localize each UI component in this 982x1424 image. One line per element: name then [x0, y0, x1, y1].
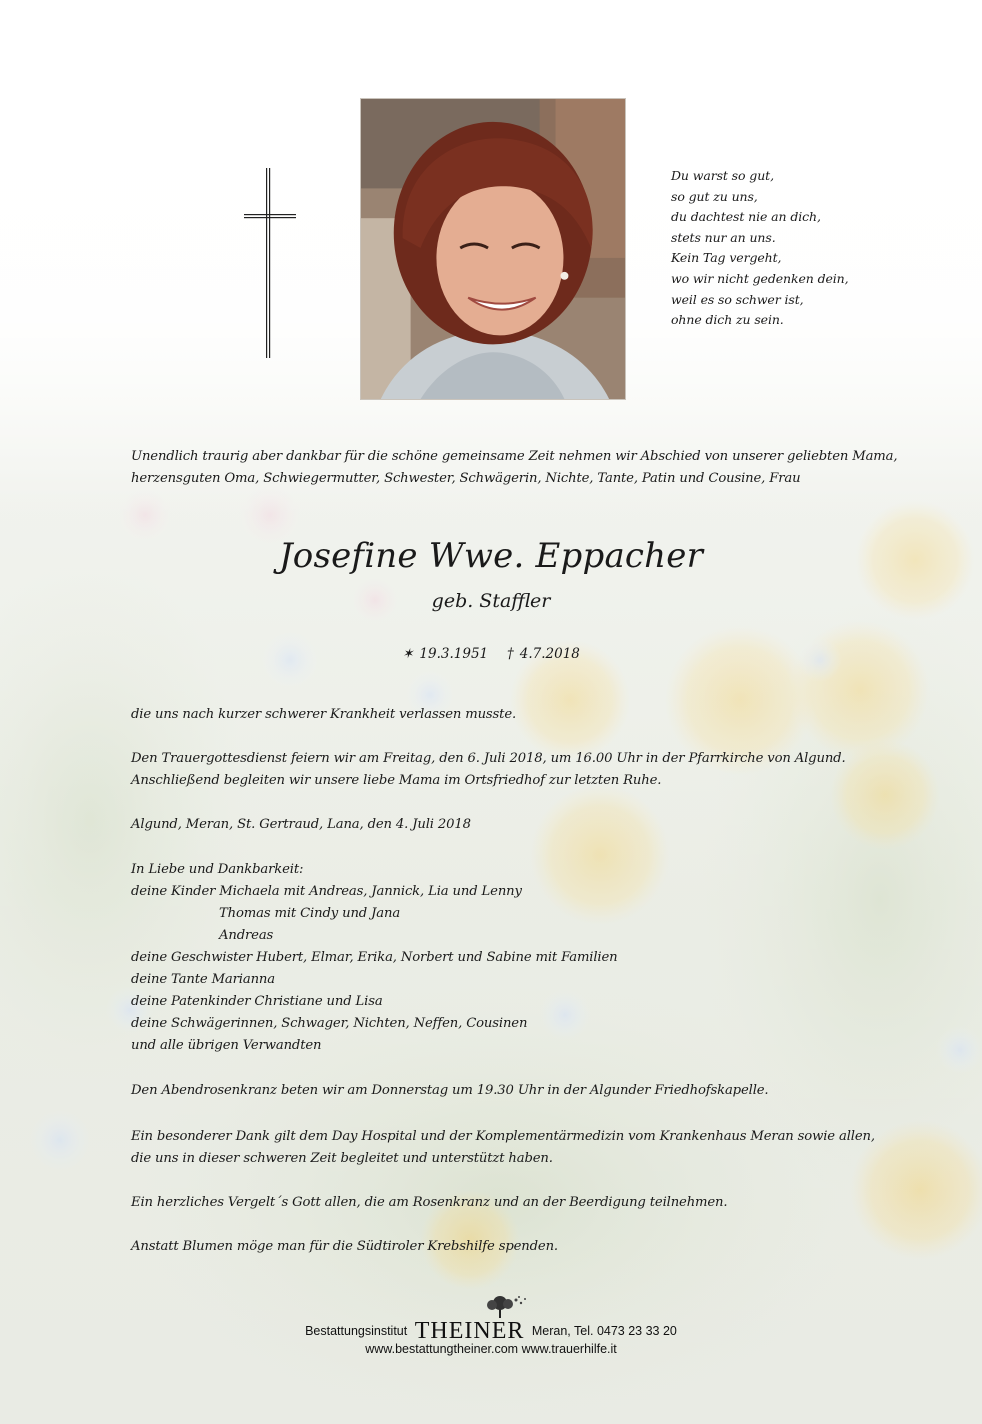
donation-text: Anstatt Blumen möge man für die Südtiroler Krebshilfe spenden. [131, 1239, 558, 1254]
thanks-line: die uns in dieser schweren Zeit begleitet und unterstützt haben. [131, 1151, 553, 1166]
place-date: Algund, Meran, St. Gertraud, Lana, den 4. Juli 2018 [131, 817, 471, 832]
footer-web: www.bestattungtheiner.com www.trauerhilfe.it [365, 1342, 617, 1356]
poem-line: Kein Tag vergeht, [671, 250, 782, 266]
illness-text: die uns nach kurzer schwerer Krankheit verlassen musste. [131, 707, 517, 722]
intro-line: Unendlich traurig aber dankbar für die schöne gemeinsame Zeit nehmen wir Abschied von unserer geliebten Mama, [131, 449, 898, 464]
intro-line: herzensguten Oma, Schwiegermutter, Schwester, Schwägerin, Nichte, Tante, Patin und Cousine, Frau [131, 471, 801, 486]
latin-cross-icon [240, 168, 300, 360]
family-line: deine Geschwister Hubert, Elmar, Erika, Norbert und Sabine mit Familien [131, 950, 618, 965]
poem-line: du dachtest nie an dich, [671, 209, 821, 225]
family-line: Thomas mit Cindy und Jana [219, 906, 401, 921]
family-line: und alle übrigen Verwandten [131, 1038, 322, 1053]
family-line: deine Kinder Michaela mit Andreas, Jannick, Lia und Lenny [131, 884, 522, 899]
service-paragraph [131, 748, 921, 792]
service-line: Anschließend begleiten wir unsere liebe Mama im Ortsfriedhof zur letzten Ruhe. [131, 773, 662, 788]
family-line: Andreas [219, 928, 274, 943]
service-line: Den Trauergottesdienst feiern wir am Freitag, den 6. Juli 2018, um 16.00 Uhr in der Pfarrkirche von Algund. [131, 751, 846, 766]
thanks-paragraph [131, 1126, 921, 1170]
life-dates [0, 646, 982, 662]
gratitude-text: Ein herzliches Vergelt´s Gott allen, die am Rosenkranz und an der Beerdigung teilnehmen. [131, 1195, 728, 1210]
deceased-name: Josefine Wwe. Eppacher [278, 536, 704, 576]
family-list [131, 859, 921, 1057]
poem-line: stets nur an uns. [671, 229, 776, 245]
portrait-photo [360, 98, 626, 400]
rosary-text: Den Abendrosenkranz beten wir am Donnerstag um 19.30 Uhr in der Algunder Friedhofskapelle. [131, 1083, 769, 1098]
family-line: deine Tante Marianna [131, 972, 275, 987]
death-dagger-icon: † [507, 646, 514, 662]
poem-line: wo wir nicht gedenken dein, [671, 270, 849, 286]
death-date: 4.7.2018 [519, 646, 580, 662]
tree-logo-icon [470, 1294, 532, 1318]
intro-paragraph [131, 446, 921, 490]
birth-date: 19.3.1951 [419, 646, 489, 662]
footer-company [0, 1318, 982, 1345]
footer-prefix: Bestattungsinstitut [305, 1324, 408, 1338]
footer-brand: THEINER [414, 1318, 525, 1344]
poem-line: weil es so schwer ist, [671, 291, 804, 307]
poem-line: so gut zu uns, [671, 188, 758, 204]
thanks-line: Ein besonderer Dank gilt dem Day Hospital und der Komplementärmedizin vom Krankenhaus Meran sowie allen, [131, 1129, 875, 1144]
poem-line: Du warst so gut, [671, 168, 774, 183]
family-heading: In Liebe und Dankbarkeit: [131, 862, 304, 877]
family-line: deine Patenkinder Christiane und Lisa [131, 994, 383, 1009]
poem [671, 166, 871, 331]
footer-contact: Meran, Tel. 0473 23 33 20 [531, 1324, 677, 1338]
maiden-name: geb. Staffler [431, 590, 551, 612]
birth-star-icon: ✶ [402, 646, 414, 662]
family-line: deine Schwägerinnen, Schwager, Nichten, Neffen, Cousinen [131, 1016, 528, 1031]
poem-line: ohne dich zu sein. [671, 312, 784, 328]
